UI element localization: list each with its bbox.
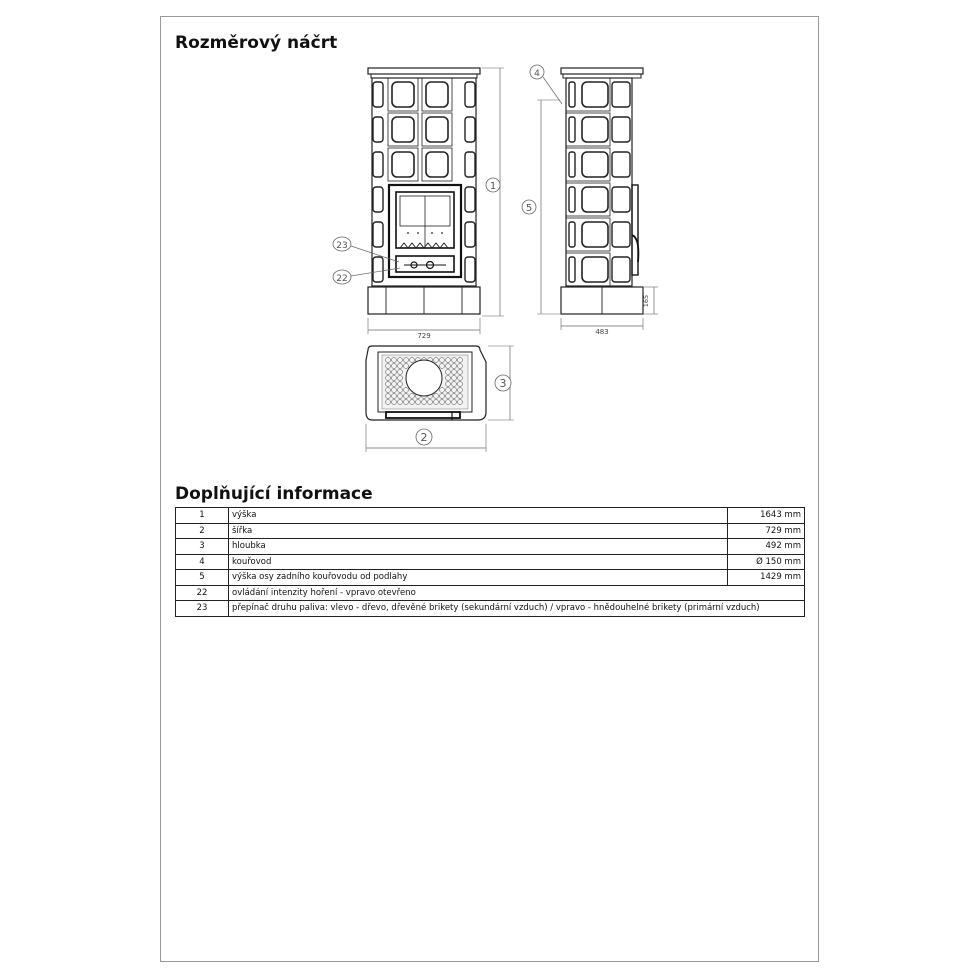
flue-opening — [406, 360, 442, 396]
row-description: šířka — [229, 523, 728, 539]
row-description: výška osy zadního kouřovodu od podlahy — [229, 570, 728, 586]
row-description: kouřovod — [229, 554, 728, 570]
row-description: přepínač druhu paliva: vlevo - dřevo, dřevěné brikety (sekundární vzduch) / vpravo - hnědouhelné brikety (primární vzduch) — [229, 601, 805, 617]
ash-drawer — [396, 256, 454, 272]
row-value: 492 mm — [728, 539, 805, 555]
row-description: hloubka — [229, 539, 728, 555]
callout-1: 1 — [489, 181, 497, 192]
table-row — [176, 570, 805, 586]
info-heading: Doplňující informace — [175, 484, 373, 504]
table-row — [176, 508, 805, 524]
callout-23: 23 — [336, 241, 348, 251]
callout-4: 4 — [534, 69, 540, 79]
callout-22: 22 — [336, 274, 348, 284]
row-number: 5 — [176, 570, 229, 586]
table-row — [176, 554, 805, 570]
row-value: Ø 150 mm — [728, 554, 805, 570]
callout-3: 3 — [499, 377, 507, 390]
front-view — [368, 68, 480, 314]
table-row — [176, 539, 805, 555]
plinth-height-dim: 165 — [642, 294, 650, 308]
top-view — [366, 346, 486, 420]
row-number: 23 — [176, 601, 229, 617]
table-row — [176, 601, 805, 617]
side-view — [561, 68, 643, 314]
row-number: 4 — [176, 554, 229, 570]
sketch-heading: Rozměrový náčrt — [175, 33, 338, 53]
side-depth-dim: 483 — [595, 328, 609, 336]
row-description: výška — [229, 508, 728, 524]
row-value: 1643 mm — [728, 508, 805, 524]
row-number: 3 — [176, 539, 229, 555]
table-row — [176, 585, 805, 601]
table-row — [176, 523, 805, 539]
row-value: 729 mm — [728, 523, 805, 539]
row-number: 22 — [176, 585, 229, 601]
callout-5: 5 — [525, 203, 533, 214]
info-table — [175, 507, 805, 617]
front-width-dim: 729 — [417, 332, 431, 340]
row-value: 1429 mm — [728, 570, 805, 586]
front-top-cap — [368, 68, 480, 74]
callout-2: 2 — [420, 431, 428, 444]
row-number: 1 — [176, 508, 229, 524]
row-description: ovládání intenzity hoření - vpravo otevřeno — [229, 585, 805, 601]
row-number: 2 — [176, 523, 229, 539]
